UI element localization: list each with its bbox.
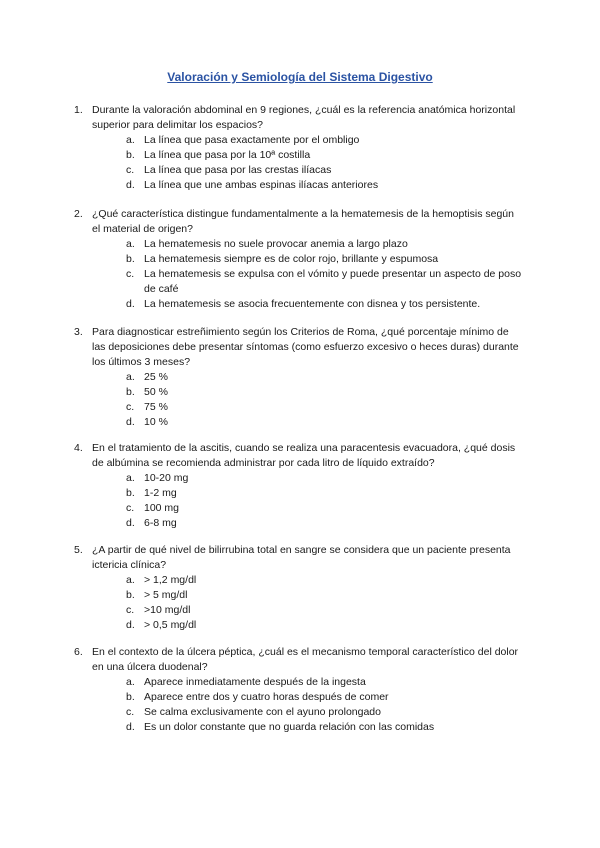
option-letter: b. (126, 589, 135, 601)
option-letter: b. (126, 386, 135, 398)
question-text: ¿Qué característica distingue fundamentalmente a la hematemesis de la hemoptisis según el material de origen? (92, 208, 514, 235)
question-text: En el tratamiento de la ascitis, cuando se realiza una paracentesis evacuadora, ¿qué dosis de albúmina se recomienda administrar por cada litro de líquido extraído? (92, 442, 516, 469)
option-c (126, 705, 522, 720)
option-letter: a. (126, 472, 135, 484)
option-text: 100 mg (144, 502, 180, 514)
option-b (126, 385, 522, 400)
option-text: 6-8 mg (144, 517, 177, 529)
option-text: La línea que pasa por la 10ª costilla (144, 149, 311, 161)
option-text: La hematemesis no suele provocar anemia a largo plazo (144, 238, 408, 250)
option-letter: c. (126, 502, 135, 514)
question-2 (74, 207, 522, 312)
option-text: La hematemesis se expulsa con el vómito y puede presentar un aspecto de poso de café (144, 268, 522, 295)
document-title: Valoración y Semiología del Sistema Digestivo (167, 70, 433, 84)
option-text: La hematemesis siempre es de color rojo, brillante y espumosa (144, 253, 439, 265)
question-text: En el contexto de la úlcera péptica, ¿cuál es el mecanismo temporal característico del dolor en una úlcera duodenal? (92, 646, 519, 673)
options-list (126, 675, 522, 735)
option-letter: d. (126, 517, 135, 529)
option-a (126, 370, 522, 385)
option-a (126, 675, 522, 690)
option-d (126, 516, 522, 531)
question-number: 3. (74, 326, 83, 338)
option-text: Aparece entre dos y cuatro horas después de comer (144, 691, 389, 703)
option-c (126, 163, 522, 178)
option-b (126, 252, 522, 267)
option-letter: b. (126, 487, 135, 499)
option-letter: b. (126, 253, 135, 265)
option-a (126, 471, 522, 486)
option-text: 1-2 mg (144, 487, 177, 499)
option-c (126, 501, 522, 516)
option-b (126, 588, 522, 603)
option-letter: d. (126, 179, 135, 191)
option-text: > 5 mg/dl (144, 589, 188, 601)
question-5 (74, 543, 522, 633)
question-text: Para diagnosticar estreñimiento según los Criterios de Roma, ¿qué porcentaje mínimo de las deposiciones debe presentar síntomas (como esfuerzo excesivo o heces duras) durante los últimos 3 meses? (92, 326, 519, 368)
option-b (126, 486, 522, 501)
option-text: La línea que une ambas espinas ilíacas anteriores (144, 179, 379, 191)
question-number: 5. (74, 544, 83, 556)
option-letter: b. (126, 149, 135, 161)
option-text: 10 % (144, 416, 168, 428)
question-3 (74, 325, 522, 430)
option-d (126, 720, 522, 735)
options-list (126, 370, 522, 430)
option-c (126, 603, 522, 618)
question-text: ¿A partir de qué nivel de bilirrubina total en sangre se considera que un paciente presenta ictericia clínica? (92, 544, 511, 571)
option-letter: a. (126, 371, 135, 383)
option-letter: c. (126, 604, 135, 616)
option-letter: a. (126, 238, 135, 250)
option-text: Se calma exclusivamente con el ayuno prolongado (144, 706, 381, 718)
option-letter: a. (126, 574, 135, 586)
option-letter: a. (126, 134, 135, 146)
question-1 (74, 103, 522, 193)
option-text: La línea que pasa exactamente por el ombligo (144, 134, 360, 146)
options-list (126, 471, 522, 531)
option-c (126, 267, 522, 297)
option-d (126, 297, 522, 312)
option-b (126, 148, 522, 163)
question-4 (74, 441, 522, 531)
question-number: 6. (74, 646, 83, 658)
question-6 (74, 645, 522, 735)
question-number: 1. (74, 104, 83, 116)
option-text: > 1,2 mg/dl (144, 574, 197, 586)
option-letter: c. (126, 401, 135, 413)
option-text: La línea que pasa por las crestas ilíacas (144, 164, 332, 176)
option-letter: c. (126, 164, 135, 176)
option-a (126, 133, 522, 148)
option-text: La hematemesis se asocia frecuentemente con disnea y tos persistente. (144, 298, 481, 310)
option-c (126, 400, 522, 415)
options-list (126, 573, 522, 633)
option-letter: c. (126, 706, 135, 718)
option-text: 75 % (144, 401, 168, 413)
question-text: Durante la valoración abdominal en 9 regiones, ¿cuál es la referencia anatómica horizontal superior para delimitar los espacios? (92, 104, 516, 131)
option-text: 10-20 mg (144, 472, 189, 484)
option-letter: d. (126, 416, 135, 428)
option-d (126, 415, 522, 430)
option-text: 50 % (144, 386, 168, 398)
option-letter: a. (126, 676, 135, 688)
option-text: Aparece inmediatamente después de la ingesta (144, 676, 366, 688)
option-letter: d. (126, 721, 135, 733)
option-letter: b. (126, 691, 135, 703)
option-a (126, 237, 522, 252)
option-letter: d. (126, 619, 135, 631)
option-text: 25 % (144, 371, 168, 383)
option-b (126, 690, 522, 705)
option-letter: c. (126, 268, 135, 280)
option-text: >10 mg/dl (144, 604, 191, 616)
question-number: 4. (74, 442, 83, 454)
option-d (126, 618, 522, 633)
options-list (126, 237, 522, 312)
option-text: Es un dolor constante que no guarda relación con las comidas (144, 721, 435, 733)
option-d (126, 178, 522, 193)
question-number: 2. (74, 208, 83, 220)
option-a (126, 573, 522, 588)
option-letter: d. (126, 298, 135, 310)
options-list (126, 133, 522, 193)
option-text: > 0,5 mg/dl (144, 619, 197, 631)
